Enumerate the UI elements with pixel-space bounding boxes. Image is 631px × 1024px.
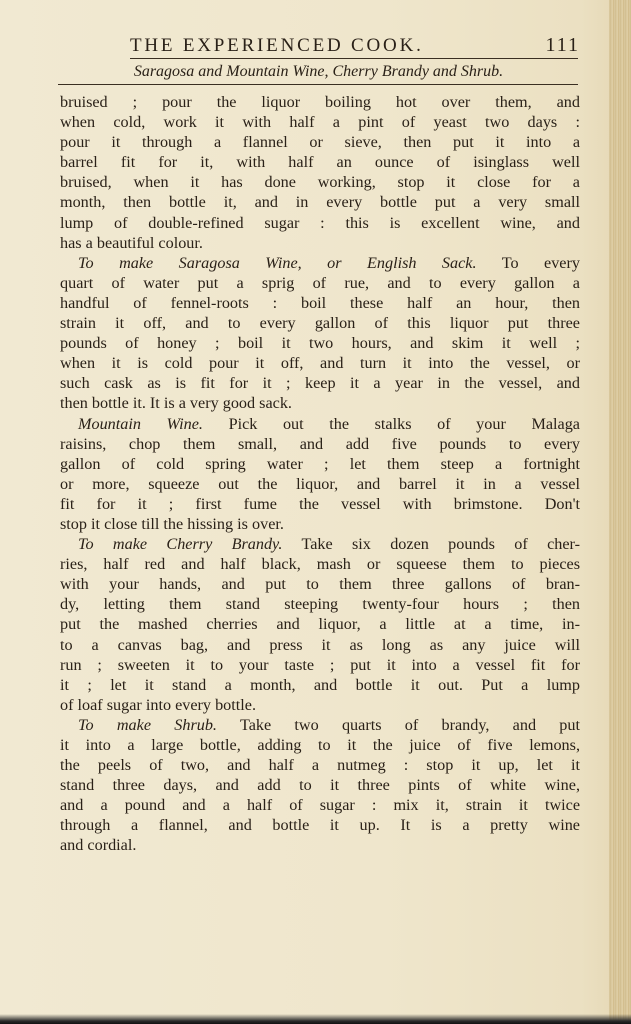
text-line: through a flannel, and bottle it up. It is a pretty wine (60, 816, 580, 835)
text-line: run ; sweeten it to your taste ; put it into a vessel fit for (60, 655, 580, 674)
recipe-heading: To make Saragosa Wine, or English Sack. (78, 253, 477, 272)
text-line: it ; let it stand a month, and bottle it out. Put a lump (60, 675, 580, 694)
text-line: put the mashed cherries and liquor, a little at a time, in- (60, 615, 580, 634)
text-line: Pick out the stalks of your Malaga (228, 414, 580, 433)
text-line: with your hands, and put to them three gallons of bran- (60, 575, 580, 594)
text-line: lump of double-refined sugar : this is excellent wine, and (60, 213, 580, 232)
text-line: fit for it ; first fume the vessel with brimstone. Don't (60, 494, 580, 513)
body-text (60, 92, 580, 856)
page-bottom-edge (0, 1014, 631, 1024)
text-line: such cask as is fit for it ; keep it a year in the vessel, and (60, 374, 580, 393)
text-line: ries, half red and half black, mash or squeese them to pieces (60, 555, 580, 574)
text-line: dy, letting them stand steeping twenty-four hours ; then (60, 595, 580, 614)
text-line: and a pound and a half of sugar : mix it, strain it twice (60, 796, 580, 815)
header-rule (130, 58, 578, 59)
text-line: strain it off, and to every gallon of this liquor put three (60, 314, 580, 333)
text-line: has a beautiful colour. (60, 233, 203, 252)
recipe-mountain-first-line (60, 414, 580, 434)
recipe-heading: Mountain Wine. (78, 414, 203, 433)
recipe-heading: To make Shrub. (78, 715, 217, 734)
running-head-title: THE EXPERIENCED COOK. (130, 35, 424, 56)
text-line: it into a large bottle, adding to it the juice of five lemons, (60, 736, 580, 754)
section-rule (58, 84, 578, 85)
text-line: when cold, work it with half a pint of yeast two days : (60, 113, 580, 132)
section-heading: Saragosa and Mountain Wine, Cherry Brandy and Shrub. (133, 63, 504, 80)
text-line: quart of water put a sprig of rue, and to every gallon a (60, 273, 580, 292)
text-line: stop it close till the hissing is over. (60, 514, 284, 533)
page-number: 111 (545, 34, 580, 56)
text-line: month, then bottle it, and in every bottle put a very small (60, 193, 580, 212)
recipe-saragosa-first-line (60, 253, 580, 273)
text-line: and cordial. (60, 836, 137, 855)
recipe-cherry-brandy-first-line (60, 534, 580, 554)
text-line: the peels of two, and half a nutmeg : stop it up, let it (60, 756, 580, 775)
text-line: or more, squeeze out the liquor, and barrel it in a vessel (60, 474, 580, 493)
page-edge-shadow (609, 0, 631, 1024)
text-line: then bottle it. It is a very good sack. (60, 394, 292, 413)
text-line: Take two quarts of brandy, and put (239, 715, 580, 734)
running-head (130, 34, 580, 57)
text-line: Take six dozen pounds of cher- (301, 535, 580, 554)
text-line: handful of fennel-roots : boil these half an hour, then (60, 293, 580, 312)
text-line: pounds of honey ; boil it two hours, and skim it well ; (60, 334, 580, 353)
text-line: bruised, when it has done working, stop it close for a (60, 173, 580, 192)
text-line: to a canvas bag, and press it as long as any juice will (60, 635, 580, 654)
text-line: stand three days, and add to it three pints of white wine, (60, 776, 580, 795)
recipe-shrub-first-line (60, 715, 580, 735)
text-line: barrel fit for it, with half an ounce of isinglass well (60, 153, 580, 172)
text-line: bruised ; pour the liquor boiling hot over them, and (60, 93, 580, 111)
text-line: of loaf sugar into every bottle. (60, 695, 256, 714)
recipe-heading: To make Cherry Brandy. (78, 535, 283, 554)
text-line: gallon of cold spring water ; let them steep a fortnight (60, 454, 580, 473)
text-line: To every (501, 253, 580, 272)
text-line: pour it through a flannel or sieve, then put it into a (60, 133, 580, 152)
text-line: when it is cold pour it off, and turn it into the vessel, or (60, 354, 580, 373)
text-line: raisins, chop them small, and add five pounds to every (60, 434, 580, 453)
